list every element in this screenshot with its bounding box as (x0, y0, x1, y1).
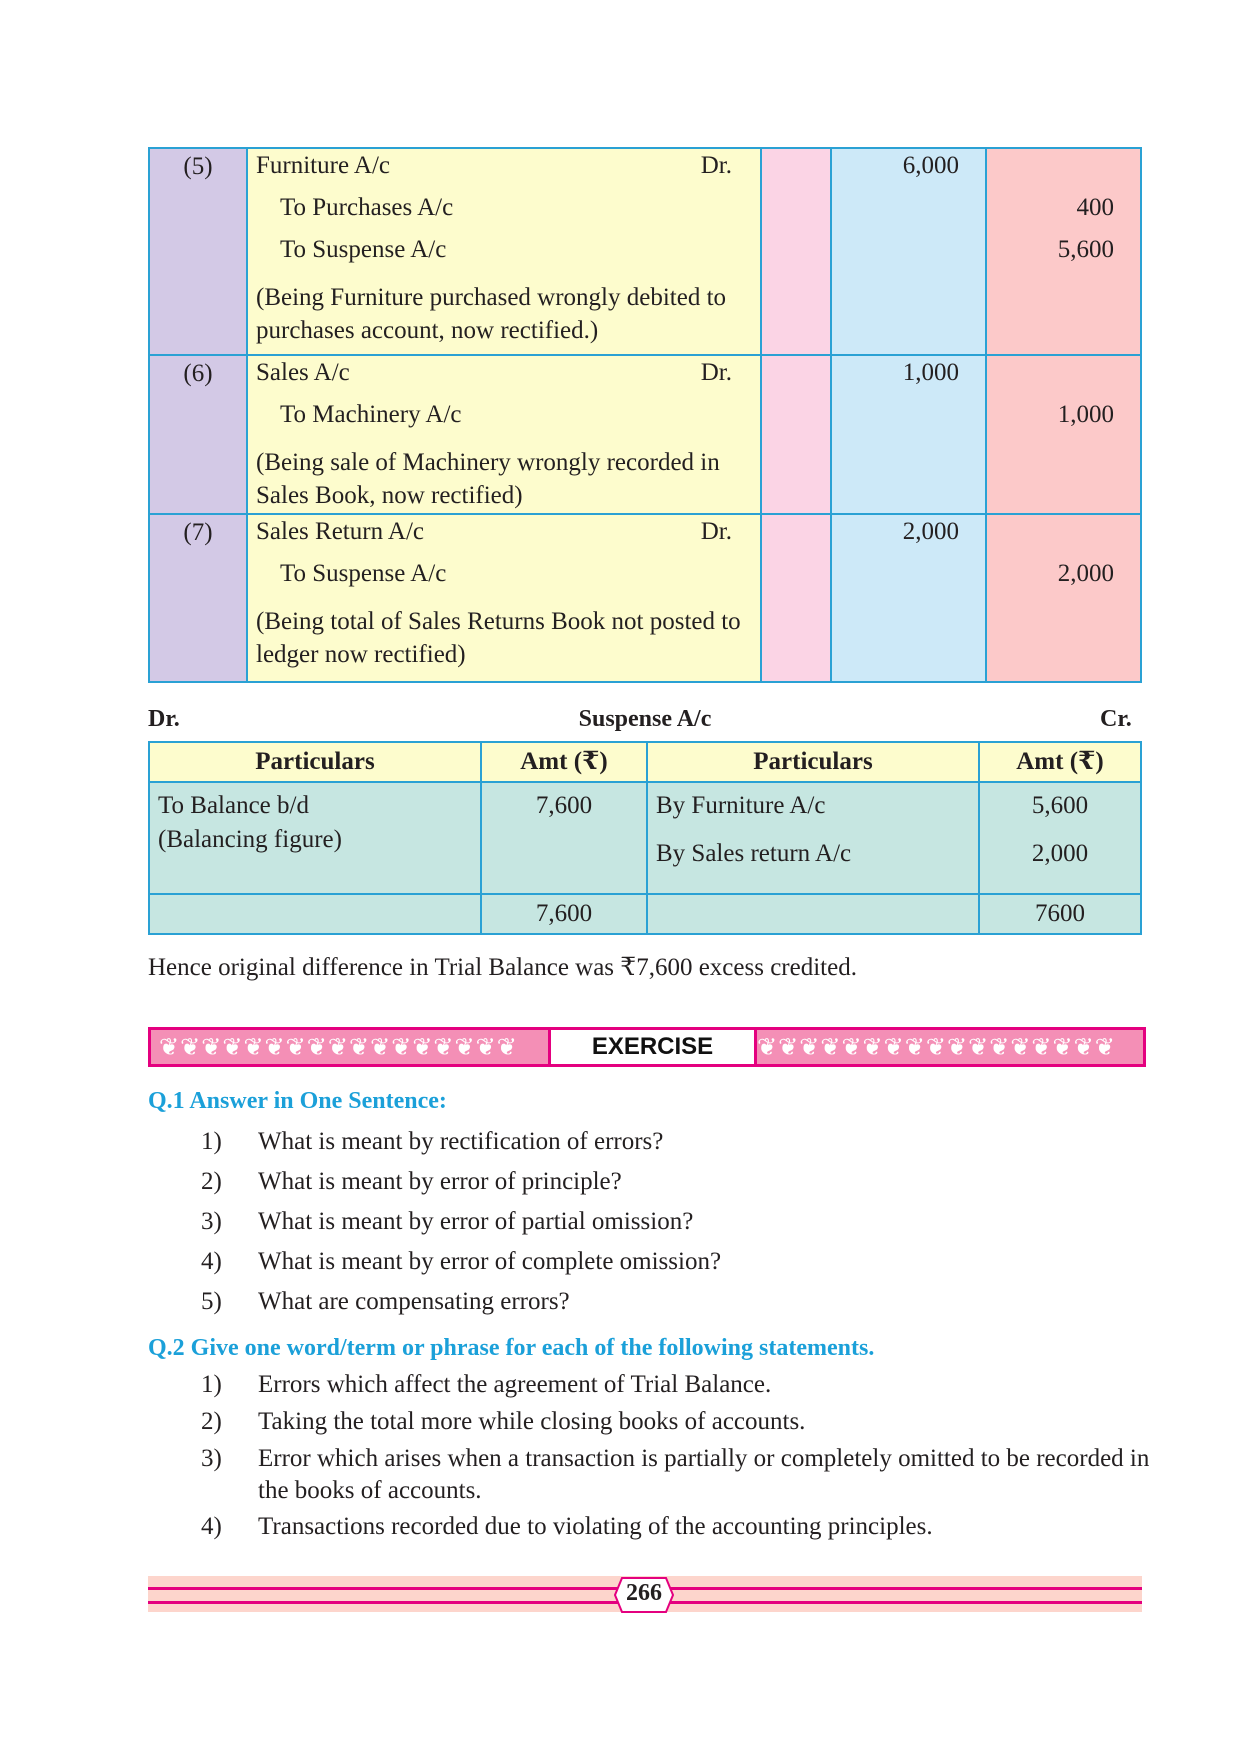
debit-account: Sales A/c (256, 359, 350, 386)
particulars-cell (247, 514, 761, 682)
cr-total: 7600 (979, 894, 1141, 934)
journal-row (149, 514, 1141, 682)
credit-account: To Purchases A/c (280, 194, 454, 221)
credit-amount: 2,000 (1057, 560, 1114, 587)
journal-row (149, 148, 1141, 355)
credit-amount: 400 (1076, 194, 1114, 221)
debit-amount-cell: 1,000 (831, 355, 986, 514)
narration: (Being Furniture purchased wrongly debited to purchases account, now rectified.) (256, 284, 727, 344)
particulars-cell (247, 148, 761, 355)
column-header: Amt (₹) (979, 742, 1141, 782)
credit-amount: 5,600 (1057, 236, 1114, 263)
lf-cell (761, 355, 831, 514)
credit-amount-cell (986, 514, 1141, 682)
journal-row (149, 355, 1141, 514)
lf-cell (761, 148, 831, 355)
credit-account: To Suspense A/c (280, 236, 447, 263)
debit-amount-cell: 2,000 (831, 514, 986, 682)
column-header: Particulars (149, 742, 481, 782)
table-header-row (149, 742, 1141, 782)
suspense-account-table (148, 741, 1142, 935)
cr-amount-cell (979, 782, 1141, 894)
debit-amount-cell: 6,000 (831, 148, 986, 355)
page-number: 266 (626, 1580, 662, 1606)
debit-account: Sales Return A/c (256, 518, 425, 545)
entry-number-cell: (5) (149, 148, 247, 355)
column-header: Amt (₹) (481, 742, 647, 782)
cr-amount: 2,000 (1031, 840, 1089, 867)
q2-heading: Q.2 Give one word/term or phrase for each of the following statements. (148, 1335, 875, 1361)
total-row (149, 894, 1141, 934)
dr-marker: Dr. (700, 152, 732, 179)
suspense-title: Suspense A/c (578, 706, 712, 732)
dr-amount: 7,600 (535, 792, 593, 819)
table-row (149, 782, 1141, 894)
dr-marker: Dr. (700, 518, 732, 545)
credit-account: To Machinery A/c (280, 401, 462, 428)
entry-number-cell: (7) (149, 514, 247, 682)
column-header: Particulars (647, 742, 979, 782)
conclusion-note: Hence original difference in Trial Balance was ₹7,600 excess credited. (148, 954, 857, 981)
credit-amount-cell (986, 148, 1141, 355)
debit-account: Furniture A/c (256, 152, 391, 179)
journal-table (148, 147, 1142, 683)
particulars-cell (247, 355, 761, 514)
ornament-left-icon: ❦❦❦❦❦❦❦❦❦❦❦❦❦❦❦❦❦ (159, 1033, 518, 1061)
dr-total: 7,600 (481, 894, 647, 934)
dr-item: To Balance b/d (158, 792, 309, 819)
cr-item: By Sales return A/c (656, 840, 852, 867)
dr-item: (Balancing figure) (158, 826, 342, 853)
narration: (Being sale of Machinery wrongly recorded in Sales Book, now rectified) (256, 449, 720, 509)
cr-particulars-cell (647, 782, 979, 894)
cr-amount: 5,600 (1031, 792, 1089, 819)
exercise-title: EXERCISE (548, 1030, 757, 1064)
credit-amount: 1,000 (1057, 401, 1114, 428)
ornament-right-icon: ❦❦❦❦❦❦❦❦❦❦❦❦❦❦❦❦❦ (757, 1033, 1116, 1061)
cr-label: Cr. (1100, 706, 1132, 732)
dr-particulars-cell (149, 782, 481, 894)
cr-item: By Furniture A/c (656, 792, 826, 819)
dr-amount-cell (481, 782, 647, 894)
dr-label: Dr. (148, 706, 180, 732)
dr-marker: Dr. (700, 359, 732, 386)
entry-number-cell: (6) (149, 355, 247, 514)
exercise-banner (148, 1027, 1146, 1067)
narration: (Being total of Sales Returns Book not posted to ledger now rectified) (256, 608, 741, 668)
credit-account: To Suspense A/c (280, 560, 447, 587)
q1-heading: Q.1 Answer in One Sentence: (148, 1088, 447, 1114)
lf-cell (761, 514, 831, 682)
credit-amount-cell (986, 355, 1141, 514)
